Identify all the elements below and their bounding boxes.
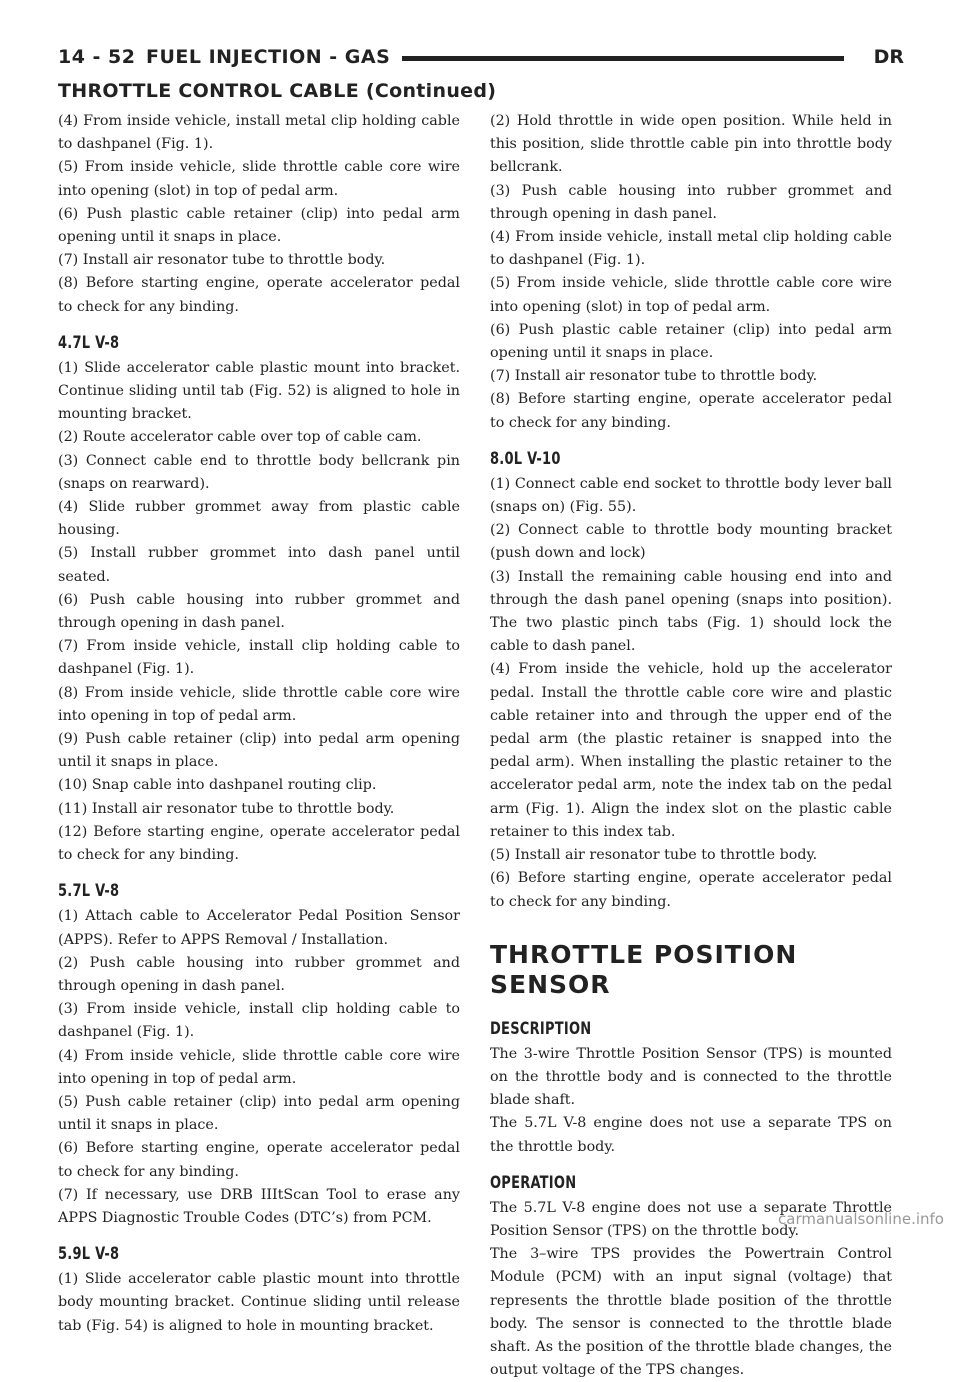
- paragraph: (7) From inside vehicle, install clip holding cable to dashpanel (Fig. 1).: [58, 638, 460, 678]
- paragraph: (4) Slide rubber grommet away from plastic cable housing.: [58, 499, 460, 539]
- paragraph: (6) Before starting engine, operate accelerator pedal to check for any binding.: [490, 870, 892, 910]
- paragraph: (8) Before starting engine, operate accelerator pedal to check for any binding.: [490, 391, 892, 431]
- paragraph: (4) From inside vehicle, install metal clip holding cable to dashpanel (Fig. 1).: [58, 113, 460, 153]
- paragraph: (2) Route accelerator cable over top of cable cam.: [58, 429, 422, 446]
- paragraph: (10) Snap cable into dashpanel routing clip.: [58, 777, 377, 794]
- model-code: DR: [864, 46, 904, 68]
- paragraph: The 5.7L V-8 engine does not use a separate Throttle Position Sensor (TPS) on the throttle body.: [490, 1199, 892, 1239]
- subsection-heading: 4.7L V-8: [58, 332, 120, 353]
- paragraph: (5) Push cable retainer (clip) into pedal arm opening until it snaps in place.: [58, 1093, 460, 1134]
- paragraph: (2) Push cable housing into rubber grommet and through opening in dash panel.: [58, 954, 460, 994]
- paragraph: (7) Install air resonator tube to throttle body.: [58, 252, 386, 269]
- paragraph: (9) Push cable retainer (clip) into pedal arm opening until it snaps in place.: [58, 731, 460, 771]
- paragraph: (1) Attach cable to Accelerator Pedal Position Sensor (APPS). Refer to APPS Removal / Installation.: [58, 908, 460, 948]
- paragraph: (7) Install air resonator tube to throttle body.: [490, 368, 818, 385]
- paragraph: (8) From inside vehicle, slide throttle cable core wire into opening in top of pedal arm.: [58, 684, 460, 724]
- paragraph: (6) Push cable housing into rubber grommet and through opening in dash panel.: [58, 591, 460, 632]
- paragraph: (2) Connect cable to throttle body mounting bracket (push down and lock): [490, 522, 892, 562]
- paragraph: (6) Push plastic cable retainer (clip) into pedal arm opening until it snaps in place.: [58, 205, 460, 246]
- paragraph: (1) Slide accelerator cable plastic mount into throttle body mounting bracket. Continue sliding until release tab (Fig. 54) is aligned to hole in mounting bracket.: [58, 1271, 460, 1334]
- paragraph: (1) Slide accelerator cable plastic mount into bracket. Continue sliding until tab (Fig. 52) is aligned to hole in mounting bracket.: [58, 359, 460, 423]
- paragraph: (4) From inside the vehicle, hold up the accelerator pedal. Install the throttle cable core wire and plastic cable retainer into and through the upper end of the pedal arm (the plastic retainer is snapped into the pedal arm). When installing the plastic retainer to the accelerator pedal arm, note the index tab on the pedal arm (Fig. 1). Align the index slot on the plastic cable retainer to this index tab.: [490, 661, 892, 840]
- paragraph: (5) Install air resonator tube to throttle body.: [490, 847, 818, 864]
- right-column: [490, 110, 892, 1382]
- paragraph: (5) From inside vehicle, slide throttle cable core wire into opening (slot) in top of pedal arm.: [490, 275, 892, 315]
- page-number: 14 - 52: [58, 46, 148, 68]
- paragraph: (3) Push cable housing into rubber grommet and through opening in dash panel.: [490, 182, 892, 222]
- paragraph: (5) From inside vehicle, slide throttle cable core wire into opening (slot) in top of pedal arm.: [58, 159, 460, 199]
- section-title: FUEL INJECTION - GAS: [146, 46, 402, 68]
- paragraph: (6) Before starting engine, operate accelerator pedal to check for any binding.: [58, 1140, 460, 1180]
- subsection-heading: 5.7L V-8: [58, 881, 120, 902]
- subsection-heading: 8.0L V-10: [490, 448, 561, 469]
- paragraph: (1) Connect cable end socket to throttle body lever ball (snaps on) (Fig. 55).: [490, 475, 892, 516]
- paragraph: (8) Before starting engine, operate accelerator pedal to check for any binding.: [58, 275, 460, 315]
- watermark: carmanualsonline.info: [778, 1210, 944, 1228]
- left-column: [58, 110, 460, 1338]
- paragraph: The 3-wire Throttle Position Sensor (TPS) is mounted on the throttle body and is connected to the throttle blade shaft.: [490, 1045, 892, 1109]
- paragraph: (6) Push plastic cable retainer (clip) into pedal arm opening until it snaps in place.: [490, 321, 892, 362]
- paragraph: (2) Hold throttle in wide open position. While held in this position, slide throttle cable pin into throttle body bellcrank.: [490, 113, 892, 176]
- paragraph: (4) From inside vehicle, install metal clip holding cable to dashpanel (Fig. 1).: [490, 229, 892, 269]
- section-heading: THROTTLE POSITION SENSOR: [490, 939, 798, 999]
- paragraph: (3) Install the remaining cable housing end into and through the dash panel opening (snaps into position). The two plastic pinch tabs (Fig. 1) should lock the cable to dash panel.: [490, 568, 892, 655]
- subsection-heading: OPERATION: [490, 1172, 577, 1193]
- paragraph: (5) Install rubber grommet into dash panel until seated.: [58, 545, 460, 585]
- paragraph: (4) From inside vehicle, slide throttle cable core wire into opening in top of pedal arm.: [58, 1047, 460, 1087]
- subsection-heading: 5.9L V-8: [58, 1244, 120, 1265]
- subsection-heading: DESCRIPTION: [490, 1018, 592, 1039]
- paragraph: (7) If necessary, use DRB IIItScan Tool to erase any APPS Diagnostic Trouble Codes (DTC’s) from PCM.: [58, 1186, 460, 1226]
- page-header: [58, 42, 904, 76]
- continued-title: THROTTLE CONTROL CABLE (Continued): [58, 80, 497, 102]
- paragraph: The 3–wire TPS provides the Powertrain Control Module (PCM) with an input signal (voltage) that represents the throttle blade position of the throttle body. The sensor is connected to the throttle blade shaft. As the position of the throttle blade changes, the output voltage of the TPS changes.: [490, 1246, 892, 1379]
- paragraph: (3) Connect cable end to throttle body bellcrank pin (snaps on rearward).: [58, 452, 460, 492]
- paragraph: (11) Install air resonator tube to throttle body.: [58, 800, 395, 817]
- paragraph: (3) From inside vehicle, install clip holding cable to dashpanel (Fig. 1).: [58, 1001, 460, 1041]
- paragraph: The 5.7L V-8 engine does not use a separate TPS on the throttle body.: [490, 1115, 892, 1155]
- paragraph: (12) Before starting engine, operate accelerator pedal to check for any binding.: [58, 823, 460, 864]
